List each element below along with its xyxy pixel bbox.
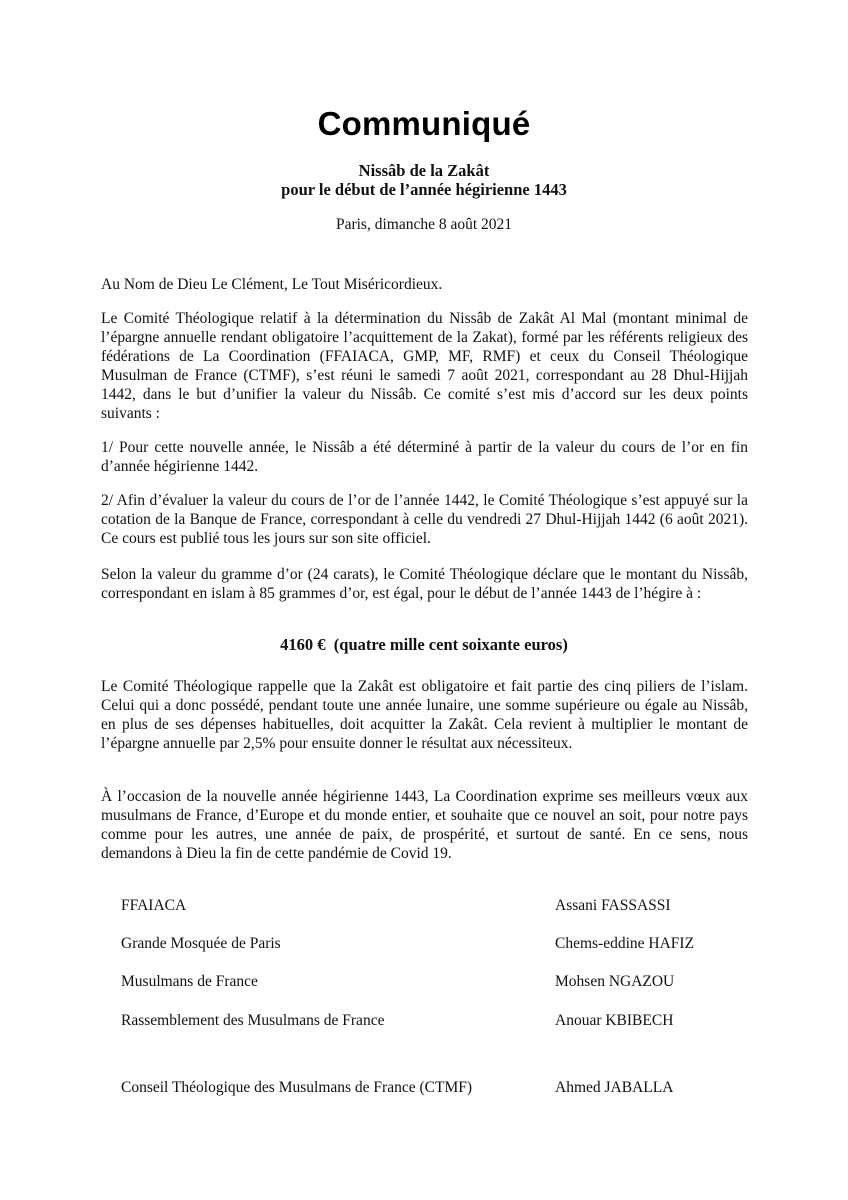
nissab-amount: 4160 € (quatre mille cent soixante euros): [280, 635, 568, 654]
point-2-paragraph: 2/ Afin d’évaluer la valeur du cours de l’or de l’année 1442, le Comité Théologique s’est appuyé sur la cotation de la Banque de France, correspondant à celle du vendredi 27 Dhul-Hijjah 1442 (6 août 2021). Ce cours est publié tous les jours sur son site officiel.: [101, 492, 748, 548]
signatory-name: Ahmed JABALLA: [555, 1079, 674, 1096]
signatory-row: [121, 972, 761, 994]
signatory-row: [121, 1078, 761, 1100]
gold-value-paragraph: Selon la valeur du gramme d’or (24 carats), le Comité Théologique déclare que le montant du Nissâb, correspondant en islam à 85 grammes d’or, est égal, pour le début de l’année 1443 de l’hégire à :: [101, 566, 748, 603]
signatory-organization: FFAIACA: [121, 897, 187, 914]
signatory-organization: Grande Mosquée de Paris: [121, 935, 281, 952]
opening-invocation: Au Nom de Dieu Le Clément, Le Tout Miséricordieux.: [101, 276, 443, 293]
signatory-organization: Rassemblement des Musulmans de France: [121, 1012, 385, 1029]
signatory-name: Mohsen NGAZOU: [555, 973, 675, 990]
signatory-row: [121, 934, 761, 956]
document-subtitle-line-2: pour le début de l’année hégirienne 1443: [281, 180, 567, 199]
point-1-paragraph: 1/ Pour cette nouvelle année, le Nissâb a été déterminé à partir de la valeur du cours de l’or en fin d’année hégirienne 1442.: [101, 439, 748, 476]
document-title: Communiqué: [317, 105, 531, 142]
signatory-organization: Musulmans de France: [121, 973, 258, 990]
signatory-name: Anouar KBIBECH: [555, 1012, 674, 1029]
signatory-name: Assani FASSASSI: [555, 897, 671, 914]
intro-paragraph: Le Comité Théologique relatif à la détermination du Nissâb de Zakât Al Mal (montant minimal de l’épargne annuelle rendant obligatoire l’acquittement de la Zakat), formé par les référents religieux des fédérations de La Coordination (FFAIACA, GMP, MF, RMF) et ceux du Conseil Théologique Musulman de France (CTMF), s’est réuni le samedi 7 août 2021, correspondant au 28 Dhul-Hijjah 1442, dans le but d’unifier la valeur du Nissâb. Ce comité s’est mis d’accord sur les deux points suivants :: [101, 310, 748, 423]
zakat-reminder-paragraph: Le Comité Théologique rappelle que la Zakât est obligatoire et fait partie des cinq piliers de l’islam. Celui qui a donc possédé, pendant toute une année lunaire, une somme supérieure ou égale au Nissâb, en plus de ses dépenses habituelles, doit acquitter la Zakât. Cela revient à multiplier le montant de l’épargne annuelle par 2,5% pour ensuite donner le résultat aux nécessiteux.: [101, 678, 748, 753]
document-subtitle-line-1: Nissâb de la Zakât: [358, 161, 490, 180]
signatory-name: Chems-eddine HAFIZ: [555, 935, 695, 952]
signatory-row: [121, 1011, 761, 1033]
signatory-organization: Conseil Théologique des Musulmans de France (CTMF): [121, 1079, 473, 1096]
new-year-wishes-paragraph: À l’occasion de la nouvelle année hégirienne 1443, La Coordination exprime ses meilleurs vœux aux musulmans de France, d’Europe et du monde entier, et souhaite que ce nouvel an soit, pour notre pays comme pour les autres, une année de paix, de prospérité, et surtout de santé. En ce sens, nous demandons à Dieu la fin de cette pandémie de Covid 19.: [101, 788, 748, 863]
place-and-date: Paris, dimanche 8 août 2021: [335, 216, 513, 233]
signatory-row: [121, 896, 761, 918]
